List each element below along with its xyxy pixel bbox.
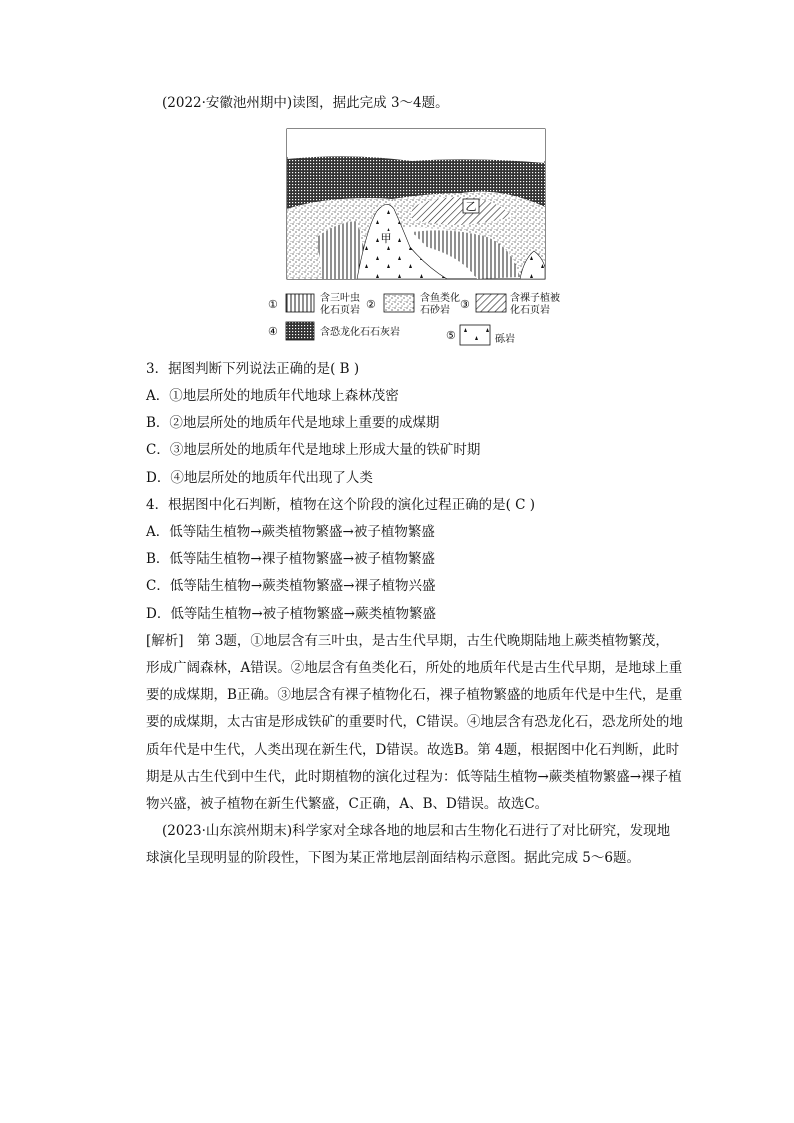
label-yi: 乙 xyxy=(465,200,477,213)
legend-num-2: ② xyxy=(366,298,376,311)
analysis-line-1: [解析] 第 3题，①地层含有三叶虫，是古生代早期，古生代晚期陆地上蕨类植物繁茂， xyxy=(146,633,669,649)
q3-option-b: B．②地层所处的地质年代是地球上重要的成煤期 xyxy=(146,415,440,431)
q4-option-c: C．低等陆生植物→蕨类植物繁盛→裸子植物兴盛 xyxy=(146,578,436,594)
legend-text-3b: 化石页岩 xyxy=(510,305,550,316)
legend-text-1b: 化石页岩 xyxy=(320,305,360,316)
intro2-line-1: (2023·山东滨州期末)科学家对全球各地的地层和古生物化石进行了对比研究，发现地 xyxy=(162,823,671,839)
analysis-line-5: 质年代是中生代，人类出现在新生代，D错误。故选B。第 4题，根据图中化石判断，此时 xyxy=(146,742,680,758)
q4-stem: 4．根据图中化石判断，植物在这个阶段的演化过程正确的是( C ) xyxy=(146,497,536,513)
q3-option-d: D．④地层所处的地质年代出现了人类 xyxy=(146,470,373,486)
legend-text-2b: 石砂岩 xyxy=(420,305,450,316)
cross-section xyxy=(287,129,545,279)
legend-text-3a: 含裸子植被 xyxy=(510,293,560,304)
legend-num-5: ⑤ xyxy=(446,329,456,342)
legend-num-3: ③ xyxy=(460,298,470,311)
legend-text-5: 砾岩 xyxy=(495,334,515,345)
intro2-line-2: 球演化呈现明显的阶段性，下图为某正常地层剖面结构示意图。据此完成 5～6题。 xyxy=(146,850,640,866)
legend-text-2a: 含鱼类化 xyxy=(420,293,460,304)
label-jia: 甲 xyxy=(380,232,392,245)
legend-text-1a: 含三叶虫 xyxy=(320,293,360,304)
q4-option-d: D．低等陆生植物→被子植物繁盛→蕨类植物繁盛 xyxy=(146,606,436,622)
legend-text-4: 含恐龙化石石灰岩 xyxy=(320,327,400,338)
legend xyxy=(268,291,560,345)
analysis-line-2: 形成广阔森林，A错误。②地层含有鱼类化石，所处的地质年代是古生代早期，是地球上重 xyxy=(146,660,683,676)
stratum-diagram xyxy=(262,127,560,352)
q3-option-a: A．①地层所处的地质年代地球上森林茂密 xyxy=(146,388,399,404)
analysis-line-4: 要的成煤期，太古宙是形成铁矿的重要时代，C错误。④地层含有恐龙化石，恐龙所处的地 xyxy=(146,714,683,730)
q4-option-b: B．低等陆生植物→裸子植物繁盛→被子植物繁盛 xyxy=(146,551,436,567)
analysis-line-6: 期是从古生代到中生代，此时期植物的演化过程为：低等陆生植物→蕨类植物繁盛→裸子植 xyxy=(146,769,682,785)
intro-text: (2022·安徽池州期中)读图，据此完成 3～4题。 xyxy=(162,95,449,111)
analysis-line-3: 要的成煤期，B正确。③地层含有裸子植物化石，裸子植物繁盛的地质年代是中生代，是重 xyxy=(146,687,683,703)
analysis-line-7: 物兴盛，被子植物在新生代繁盛，C正确，A、B、D错误。故选C。 xyxy=(146,796,549,812)
legend-num-4: ④ xyxy=(268,325,278,338)
q3-option-c: C．③地层所处的地质年代是地球上形成大量的铁矿时期 xyxy=(146,442,481,458)
q4-option-a: A．低等陆生植物→蕨类植物繁盛→被子植物繁盛 xyxy=(146,524,435,540)
legend-num-1: ① xyxy=(268,298,278,311)
q3-stem: 3．据图判断下列说法正确的是( B ) xyxy=(146,361,360,377)
